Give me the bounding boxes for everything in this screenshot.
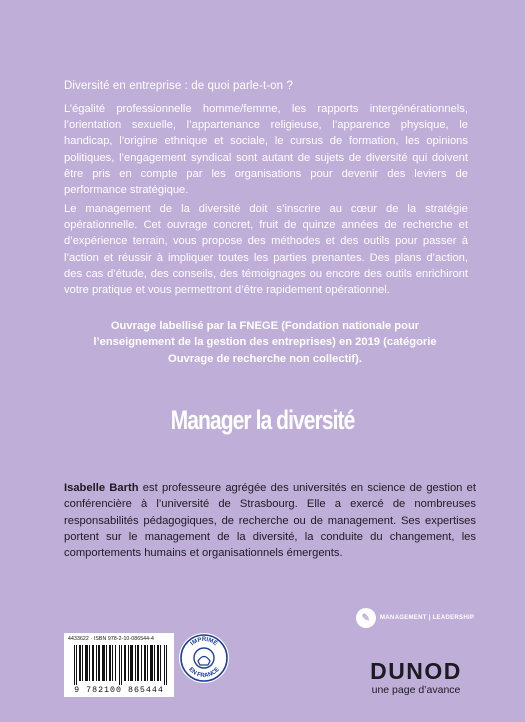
publisher-tagline: une page d’avance	[371, 684, 461, 696]
intro-heading: Diversité en entreprise : de quoi parle-t-on ?	[64, 80, 293, 92]
barcode-bars	[74, 645, 168, 685]
book-title: Manager la diversité	[170, 405, 355, 435]
barcode-number: 9 782100 865444	[74, 686, 164, 695]
printed-in-france-seal	[178, 632, 230, 684]
isbn-text: 4433622 · ISBN 978-2-10-086544-4	[68, 636, 154, 642]
collection-badge	[356, 606, 480, 630]
seal-top-text: IMPRIMÉ	[189, 637, 219, 648]
publisher-name: DUNOD	[370, 658, 462, 684]
author-bio	[64, 480, 476, 561]
paragraph-diversity-topics: L’égalité professionnelle homme/femme, les rapports intergénérationnels, l’orientation sexuelle, l’appartenance religieuse, l’apparence physique, le handicap, l’origine ethnique et sociale, le cursus de formation, les opinions politiques, l’engagement syndical sont autant de sujets de diversité qui doivent être pris en compte par les organisations pour devenir des leviers de performance stratégique.	[64, 103, 468, 197]
seal-bottom-text: EN FRANCE	[187, 666, 221, 680]
fnege-award-note: Ouvrage labellisé par la FNEGE (Fondation nationale pour l’enseignement de la gestion des entreprises) en 2019 (catégorie Ouvrage de recherche non collectif).	[93, 320, 437, 365]
author-bio-text: est professeure agrégée des universités en science de gestion et conférencière à l’université de Strasbourg. Elle a exercé de nombreuses responsabilités pédagogiques, de recherche ou de management. Ses expertises portent sur le management de la diversité, la conduite du changement, les comportements humains et organisationnels émergents.	[64, 482, 476, 560]
collection-logo-icon: ✎	[356, 608, 376, 628]
publisher-logo	[370, 660, 462, 696]
collection-label: MANAGEMENT | LEADERSHIP	[380, 615, 475, 621]
paragraph-book-content: Le management de la diversité doit s’inscrire au cœur de la stratégie opérationnelle. Cet ouvrage concret, fruit de quinze années de recherche et d’expérience terrain, vous propose des méthodes et des outils pour passer à l’action et réussir à impliquer toutes les parties prenantes. Des plans d’action, des cas d’étude, des conseils, des témoignages ou encore des outils enrichiront votre pratique et vous permettront d’être rapidement opérationnel.	[64, 203, 468, 297]
barcode	[64, 633, 174, 697]
author-name: Isabelle Barth	[64, 482, 139, 494]
